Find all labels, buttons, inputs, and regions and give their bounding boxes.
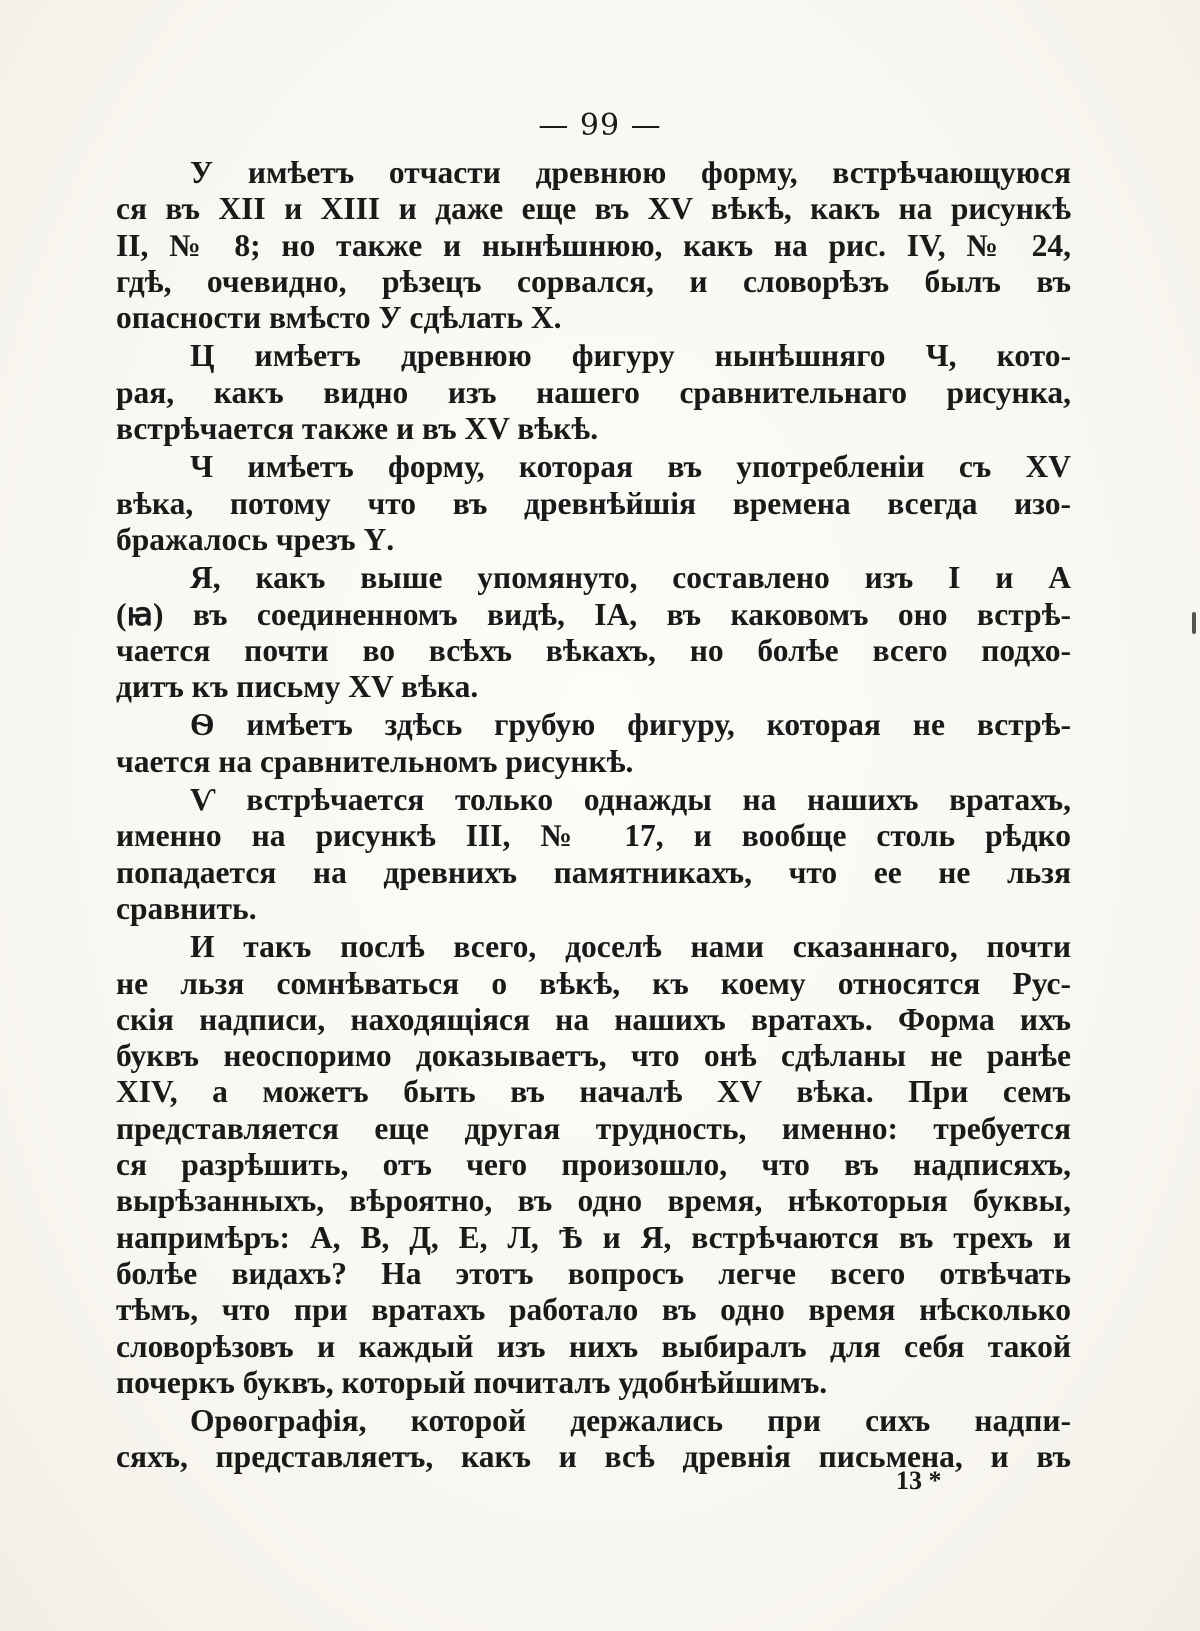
text-line: ся разрѣшить, отъ чего произошло, что въ надписяхъ, — [116, 1147, 1071, 1183]
text-line: чается почти во всѣхъ вѣкахъ, но болѣе всего подхо- — [116, 632, 1071, 668]
text-line: рая, какъ видно изъ нашего сравнительнаго рисунка, — [116, 374, 1071, 410]
text-line: бражалось чрезъ Ү. — [116, 521, 395, 557]
text-line: Я, какъ выше упомянуто, составлено изъ I и А — [190, 560, 1071, 596]
text-line: У имѣетъ отчасти древнюю форму, встрѣчающуюся — [190, 155, 1071, 190]
paragraph — [116, 929, 1071, 1401]
text-line: Ц имѣетъ древнюю фигуру нынѣшняго Ч, кото- — [190, 338, 1071, 374]
text-line: буквъ неоспоримо доказываетъ, что онѣ сдѣланы не ранѣе — [116, 1038, 1071, 1074]
text-line: XIV, а можетъ быть въ началѣ XV вѣка. При семъ — [116, 1074, 1071, 1110]
text-line: именно на рисункѣ III, № 17, и вообще столь рѣдко — [116, 818, 1071, 854]
text-line: II, № 8; но также и нынѣшнюю, какъ на рис. IV, № 24, — [116, 227, 1071, 263]
text-line: вѣка, потому что въ древнѣйшія времена всегда изо- — [116, 485, 1071, 521]
text-line: Ѵ встрѣчается только однажды на нашихъ вратахъ, — [190, 782, 1071, 818]
text-line: Ч имѣетъ форму, которая въ употребленіи съ XV — [190, 449, 1071, 485]
signature-mark: 13 * — [896, 1466, 942, 1495]
text-line: чается на сравнительномъ рисункѣ. — [116, 743, 634, 779]
paragraph — [116, 449, 1071, 558]
paragraph — [116, 560, 1071, 705]
paragraph — [116, 1403, 1071, 1476]
page-number: — 99 — — [538, 108, 662, 143]
text-line: Ѳ имѣетъ здѣсь грубую фигуру, которая не встрѣ- — [190, 707, 1071, 743]
text-line: опасности вмѣсто У сдѣлать Х. — [116, 300, 562, 336]
text-line: (ꙗ) въ соединенномъ видѣ, IA, въ каковомъ оно встрѣ- — [116, 596, 1071, 632]
text-line: ся въ XII и XIII и даже еще въ XV вѣкѣ, какъ на рисункѣ — [116, 191, 1071, 227]
paragraph — [116, 707, 1071, 780]
text-line: Орѳографія, которой держались при сихъ надпи- — [190, 1403, 1071, 1439]
text-line: скія надписи, находящіяся на нашихъ вратахъ. Форма ихъ — [116, 1001, 1071, 1037]
text-line: тѣмъ, что при вратахъ работало въ одно время нѣсколько — [116, 1292, 1071, 1328]
paragraph — [116, 155, 1071, 336]
text-line: представляется еще другая трудность, именно: требуется — [116, 1110, 1071, 1146]
page-edge-mark — [1192, 612, 1196, 634]
text-line: вырѣзанныхъ, вѣроятно, въ одно время, нѣкоторыя буквы, — [116, 1183, 1071, 1219]
paragraph — [116, 338, 1071, 447]
body-text — [116, 155, 1071, 1478]
text-line: напримѣръ: А, В, Д, Е, Л, Ѣ и Я, встрѣчаются въ трехъ и — [116, 1219, 1071, 1255]
text-line: сяхъ, представляетъ, какъ и всѣ древнія письмена, и въ — [116, 1439, 1071, 1475]
text-line: дитъ къ письму XV вѣка. — [116, 669, 479, 705]
text-line: гдѣ, очевидно, рѣзецъ сорвался, и словорѣзъ былъ въ — [116, 263, 1071, 299]
text-line: словорѣзовъ и каждый изъ нихъ выбиралъ для себя такой — [116, 1328, 1071, 1364]
text-line: почеркъ буквъ, который почиталъ удобнѣйшимъ. — [116, 1364, 828, 1400]
text-line: не льзя сомнѣваться о вѣкѣ, къ коему относятся Рус- — [116, 965, 1071, 1001]
text-line: попадается на древнихъ памятникахъ, что ее не льзя — [116, 854, 1071, 890]
text-line: болѣе видахъ? На этотъ вопросъ легче всего отвѣчать — [116, 1255, 1071, 1291]
text-line: И такъ послѣ всего, доселѣ нами сказаннаго, почти — [190, 929, 1071, 965]
text-line: встрѣчается также и въ XV вѣкѣ. — [116, 411, 599, 447]
paragraph — [116, 782, 1071, 927]
text-line: сравнить. — [116, 890, 257, 926]
